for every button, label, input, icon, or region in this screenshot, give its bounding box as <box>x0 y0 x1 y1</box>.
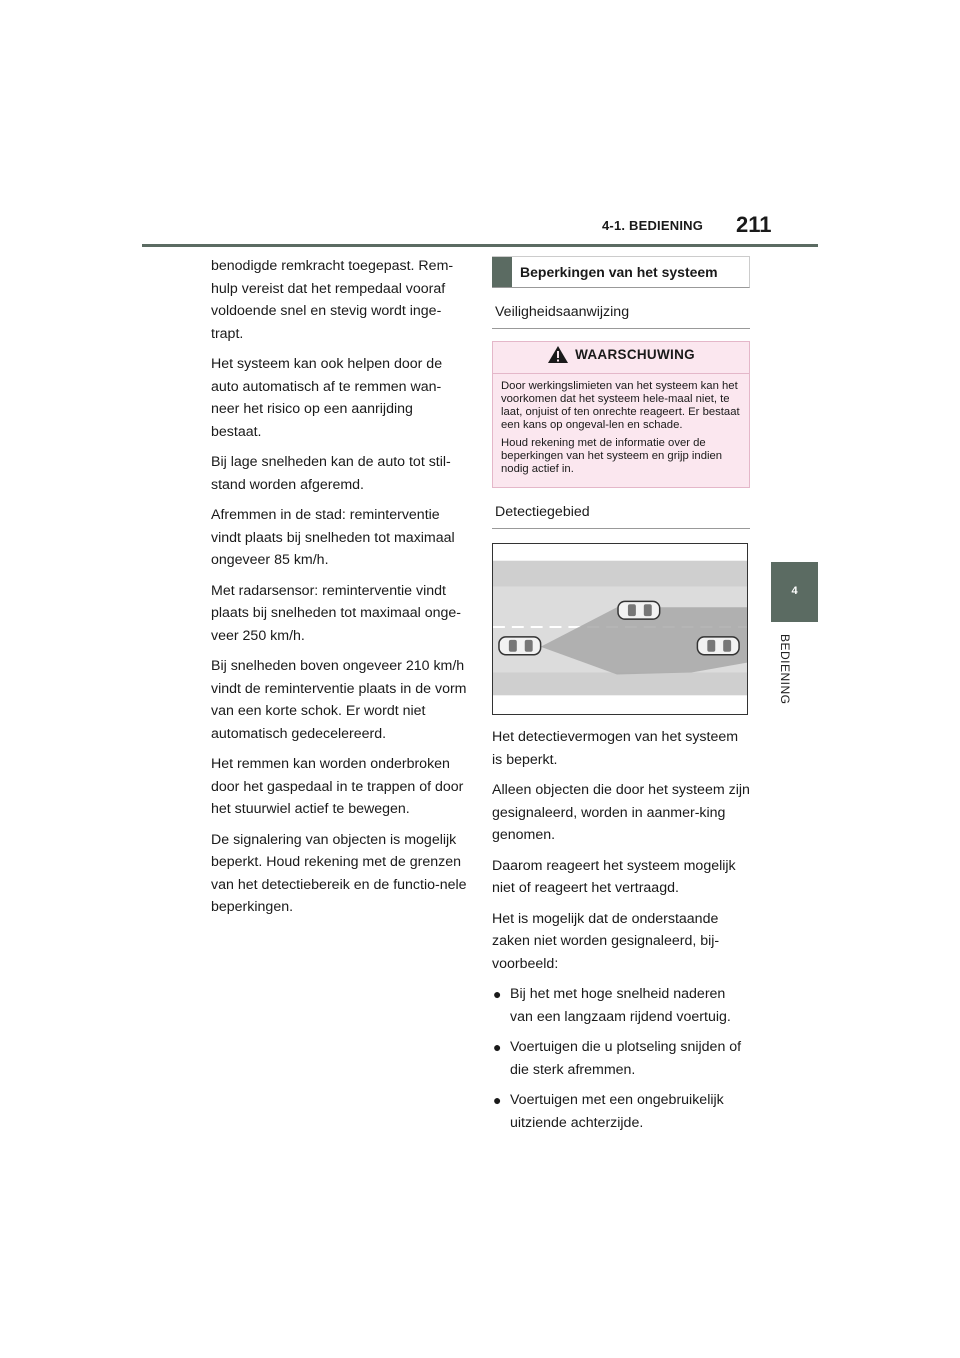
warning-triangle-icon <box>547 345 569 364</box>
bullet-icon: ● <box>493 1092 502 1108</box>
list-item <box>492 983 750 1028</box>
header-divider <box>142 244 818 247</box>
paragraph: Daarom reageert het systeem mogelijk niet of reageert het vertraagd. <box>492 857 736 896</box>
list-item-text: Voertuigen met een ongebruikelijk uitziende achterzijde. <box>510 1092 724 1131</box>
list-item <box>492 1089 750 1134</box>
detection-text <box>492 726 750 1134</box>
road-edge-top <box>493 561 747 587</box>
page-number: 211 <box>736 212 772 237</box>
road-edge-bottom <box>493 672 747 695</box>
chapter-tab[interactable] <box>771 562 818 620</box>
subheading-detection: Detectiegebied <box>492 504 750 529</box>
car-icon <box>499 637 541 655</box>
paragraph: Het systeem kan ook helpen door de auto automatisch af te remmen wan-neer het risico op een aanrijding bestaat. <box>211 356 443 440</box>
paragraph: Het remmen kan worden onderbroken door het gaspedaal in te trappen of door het stuurwiel actief te bewegen. <box>211 756 464 817</box>
section-heading-bar <box>492 257 512 287</box>
list-item <box>492 1036 750 1081</box>
paragraph: Het is mogelijk dat de onderstaande zaken niet worden gesignaleerd, bij-voorbeeld: <box>492 910 720 972</box>
subheading-safety: Veiligheidsaanwijzing <box>492 304 750 329</box>
warning-header <box>493 342 749 374</box>
warning-paragraph: Houd rekening met de informatie over de beperkingen van het systeem en grijp indien nodig actief in. <box>501 437 723 475</box>
paragraph: Afremmen in de stad: reminterventie vindt plaats bij snelheden tot maximaal ongeveer 85 km/h. <box>211 507 455 568</box>
warning-title: WAARSCHUWING <box>575 347 695 362</box>
left-column <box>211 255 467 927</box>
chapter-number: 4 <box>791 585 798 597</box>
bullet-icon: ● <box>493 986 502 1002</box>
chapter-divider <box>771 620 818 622</box>
paragraph: Met radarsensor: reminterventie vindt plaats bij snelheden tot maximaal onge-veer 250 km/h. <box>211 582 462 644</box>
warning-box <box>492 341 750 488</box>
list-item-text: Voertuigen die u plotseling snijden of die sterk afremmen. <box>510 1039 742 1078</box>
paragraph: benodigde remkracht toegepast. Rem-hulp vereist dat het rempedaal vooraf voldoende snel en stevig wordt inge-trapt. <box>211 258 454 342</box>
header-section-title: 4-1. BEDIENING <box>602 218 704 233</box>
chapter-label: BEDIENING <box>778 634 792 705</box>
section-heading-text: Beperkingen van het systeem <box>520 264 718 280</box>
paragraph: Bij snelheden boven ongeveer 210 km/h vindt de reminterventie plaats in de vorm van een korte schok. Er wordt niet automatisch gedecelereerd. <box>211 658 467 742</box>
warning-paragraph: Door werkingslimieten van het systeem kan het voorkomen dat het systeem hele-maal niet, te laat, onjuist of ten onrechte reageert. Er bestaat een kans op ongeval-len en schade. <box>501 380 740 431</box>
section-heading <box>492 256 750 288</box>
car-icon <box>618 601 660 619</box>
paragraph: Alleen objecten die door het systeem zijn gesignaleerd, worden in aanmer-king genomen. <box>492 782 750 843</box>
car-icon <box>697 637 739 655</box>
paragraph: De signalering van objecten is mogelijk beperkt. Houd rekening met de grenzen van het detectiebereik en de functio-nele beperkingen. <box>211 831 467 915</box>
paragraph: Het detectievermogen van het systeem is beperkt. <box>492 729 739 768</box>
paragraph: Bij lage snelheden kan de auto tot stil-stand worden afgeremd. <box>211 454 451 493</box>
list-item-text: Bij het met hoge snelheid naderen van een langzaam rijdend voertuig. <box>510 986 731 1025</box>
bullet-icon: ● <box>493 1039 502 1055</box>
detection-area-diagram <box>492 543 748 715</box>
right-column <box>492 256 750 1142</box>
